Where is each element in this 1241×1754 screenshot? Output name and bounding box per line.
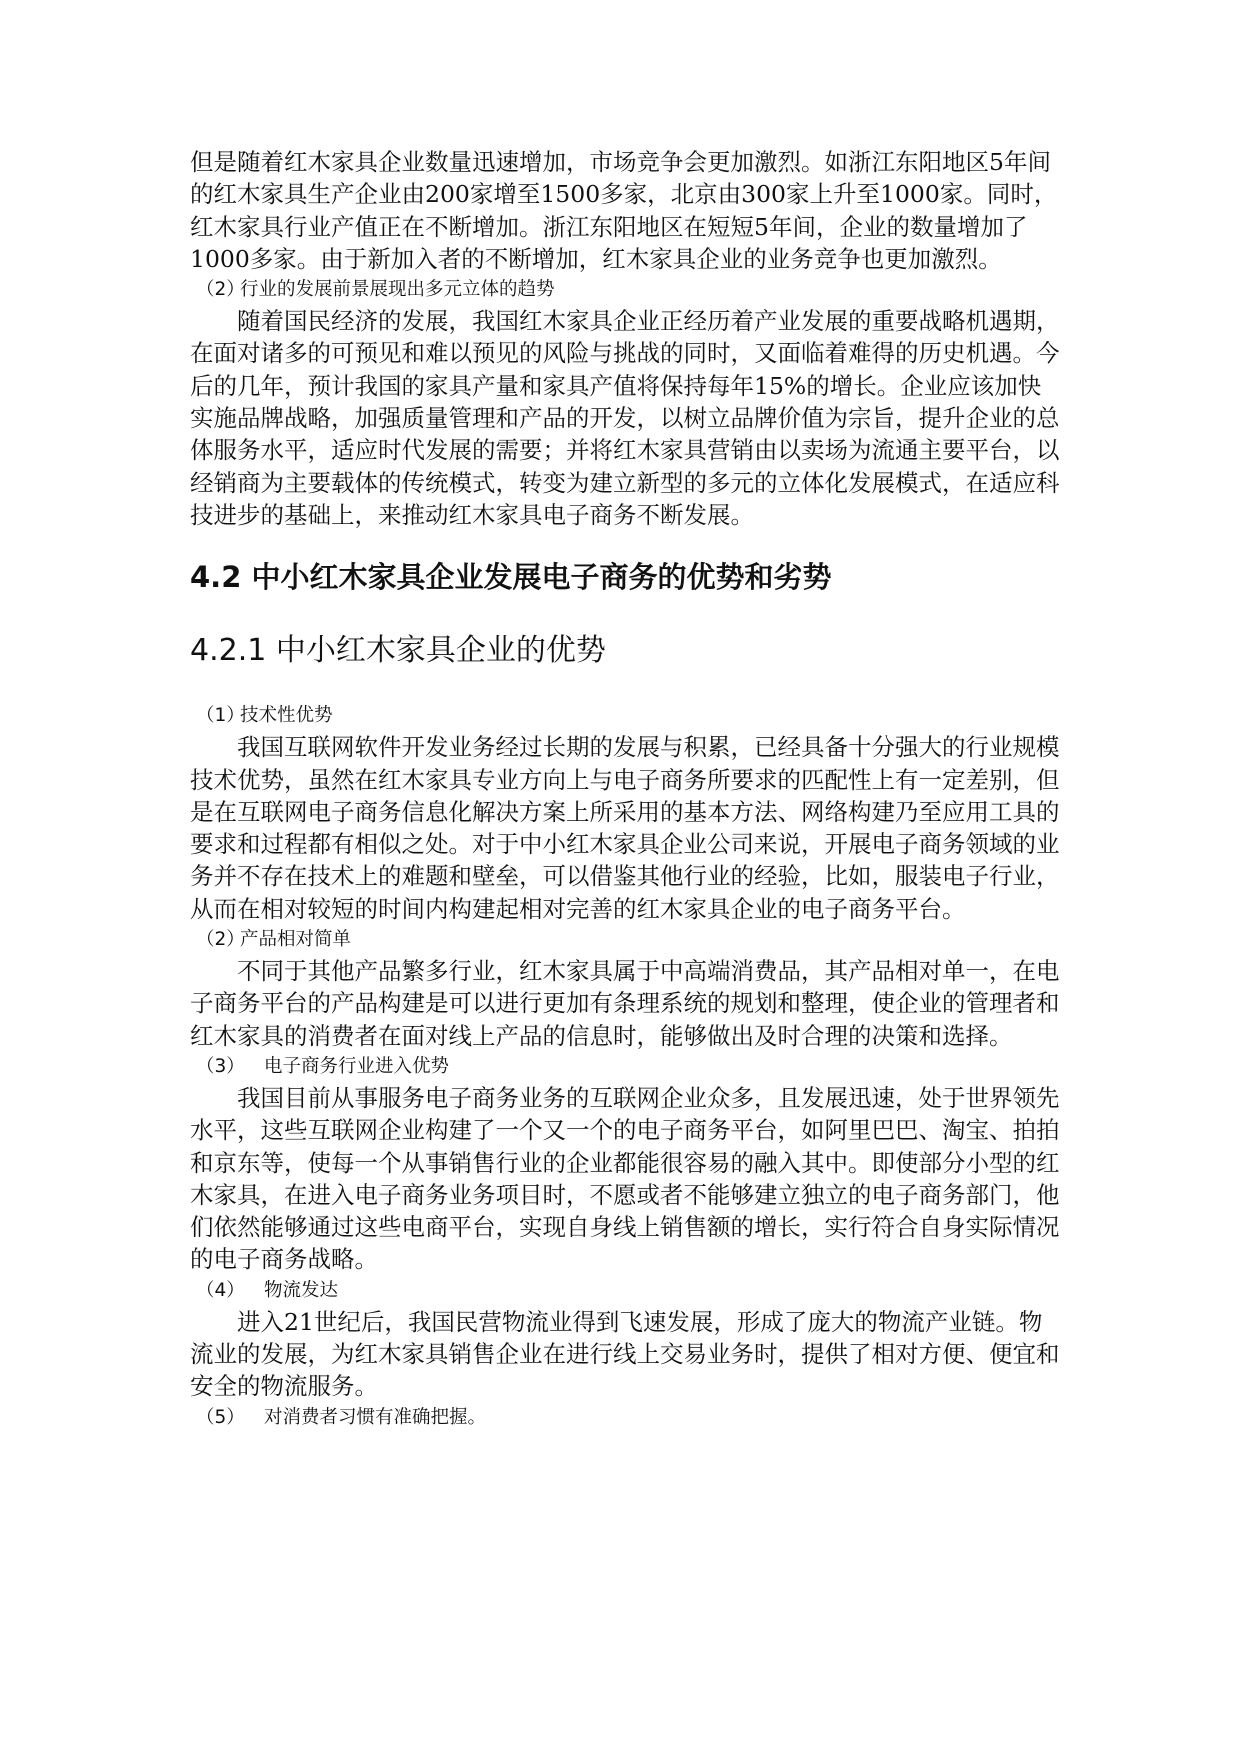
list-item-label: 技术性优势 (240, 705, 333, 727)
list-item-consumer-habits (190, 1403, 1060, 1433)
list-item-number: （2） (196, 279, 245, 301)
list-item-label: 物流发达 (264, 1279, 339, 1301)
list-item-ecommerce-entry (190, 1052, 1060, 1082)
list-item-logistics (190, 1276, 1060, 1306)
paragraph-ecommerce-entry: 我国目前从事服务电子商务业务的互联网企业众多，且发展迅速，处于世界领先水平，这些互联网企业构建了一个又一个的电子商务平台，如阿里巴巴、淘宝、拍拍和京东等，使每一个从事销售行业的企业都能很容易的融入其中。即使部分小型的红木家具，在进入电子商务业务项目时，不愿或者不能够建立独立的电子商务部门，他们依然能够通过这些电商平台，实现自身线上销售额的增长，实行符合自身实际情况的电子商务战略。 (190, 1083, 1060, 1274)
list-item-number: （4） (196, 1279, 245, 1301)
list-item-simple-products (190, 925, 1060, 955)
paragraph-development-prospect: 随着国民经济的发展，我国红木家具企业正经历着产业发展的重要战略机遇期，在面对诸多的可预见和难以预见的风险与挑战的同时，又面临着难得的历史机遇。今后的几年，预计我国的家具产量和家具产值将保持每年15%的增长。企业应该加快实施品牌战略，加强质量管理和产品的开发，以树立品牌价值为宗旨，提升企业的总体服务水平，适应时代发展的需要；并将红木家具营销由以卖场为流通主要平台，以经销商为主要载体的传统模式，转变为建立新型的多元的立体化发展模式，在适应科技进步的基础上，来推动红木家具电子商务不断发展。 (190, 307, 1060, 529)
subsection-heading: 4.2.1 中小红木家具企业的优势 (190, 633, 606, 669)
list-item-label: 对消费者习惯有准确把握。 (264, 1406, 487, 1428)
list-item-prospect (190, 275, 1060, 305)
section-heading: 4.2 中小红木家具企业发展电子商务的优势和劣势 (190, 560, 832, 595)
list-item-number: （1） (196, 705, 245, 727)
paragraph-simple-products: 不同于其他产品繁多行业，红木家具属于中高端消费品，其产品相对单一，在电子商务平台的产品构建是可以进行更加有条理系统的规划和整理，使企业的管理者和红木家具的消费者在面对线上产品的信息时，能够做出及时合理的决策和选择。 (190, 957, 1060, 1050)
paragraph-technical-advantage: 我国互联网软件开发业务经过长期的发展与积累，已经具备十分强大的行业规模技术优势，虽然在红木家具专业方向上与电子商务所要求的匹配性上有一定差别，但是在互联网电子商务信息化解决方案上所采用的基本方法、网络构建乃至应用工具的要求和过程都有相似之处。对于中小红木家具企业公司来说，开展电子商务领域的业务并不存在技术上的难题和壁垒，可以借鉴其他行业的经验，比如，服装电子行业，从而在相对较短的时间内构建起相对完善的红木家具企业的电子商务平台。 (190, 733, 1060, 923)
list-item-number: （5） (196, 1406, 245, 1428)
list-item-number: （3） (196, 1055, 245, 1077)
list-item-label: 行业的发展前景展现出多元立体的趋势 (240, 279, 555, 301)
list-item-number: （2） (196, 929, 245, 951)
paragraph-market-competition: 但是随着红木家具企业数量迅速增加，市场竞争会更加激烈。如浙江东阳地区5年间的红木家具生产企业由200家增至1500多家，北京由300家上升至1000家。同时，红木家具行业产值正在不断增加。浙江东阳地区在短短5年间，企业的数量增加了1000多家。由于新加入者的不断增加，红木家具企业的业务竞争也更加激烈。 (190, 148, 1058, 273)
paragraph-logistics: 进入21世纪后，我国民营物流业得到飞速发展，形成了庞大的物流产业链。物流业的发展，为红木家具销售企业在进行线上交易业务时，提供了相对方便、便宜和安全的物流服务。 (190, 1307, 1060, 1401)
list-item-label: 电子商务行业进入优势 (264, 1055, 450, 1077)
list-item-label: 产品相对简单 (240, 929, 352, 951)
page-content (190, 146, 1060, 1433)
list-item-technical-advantage (190, 701, 1060, 731)
